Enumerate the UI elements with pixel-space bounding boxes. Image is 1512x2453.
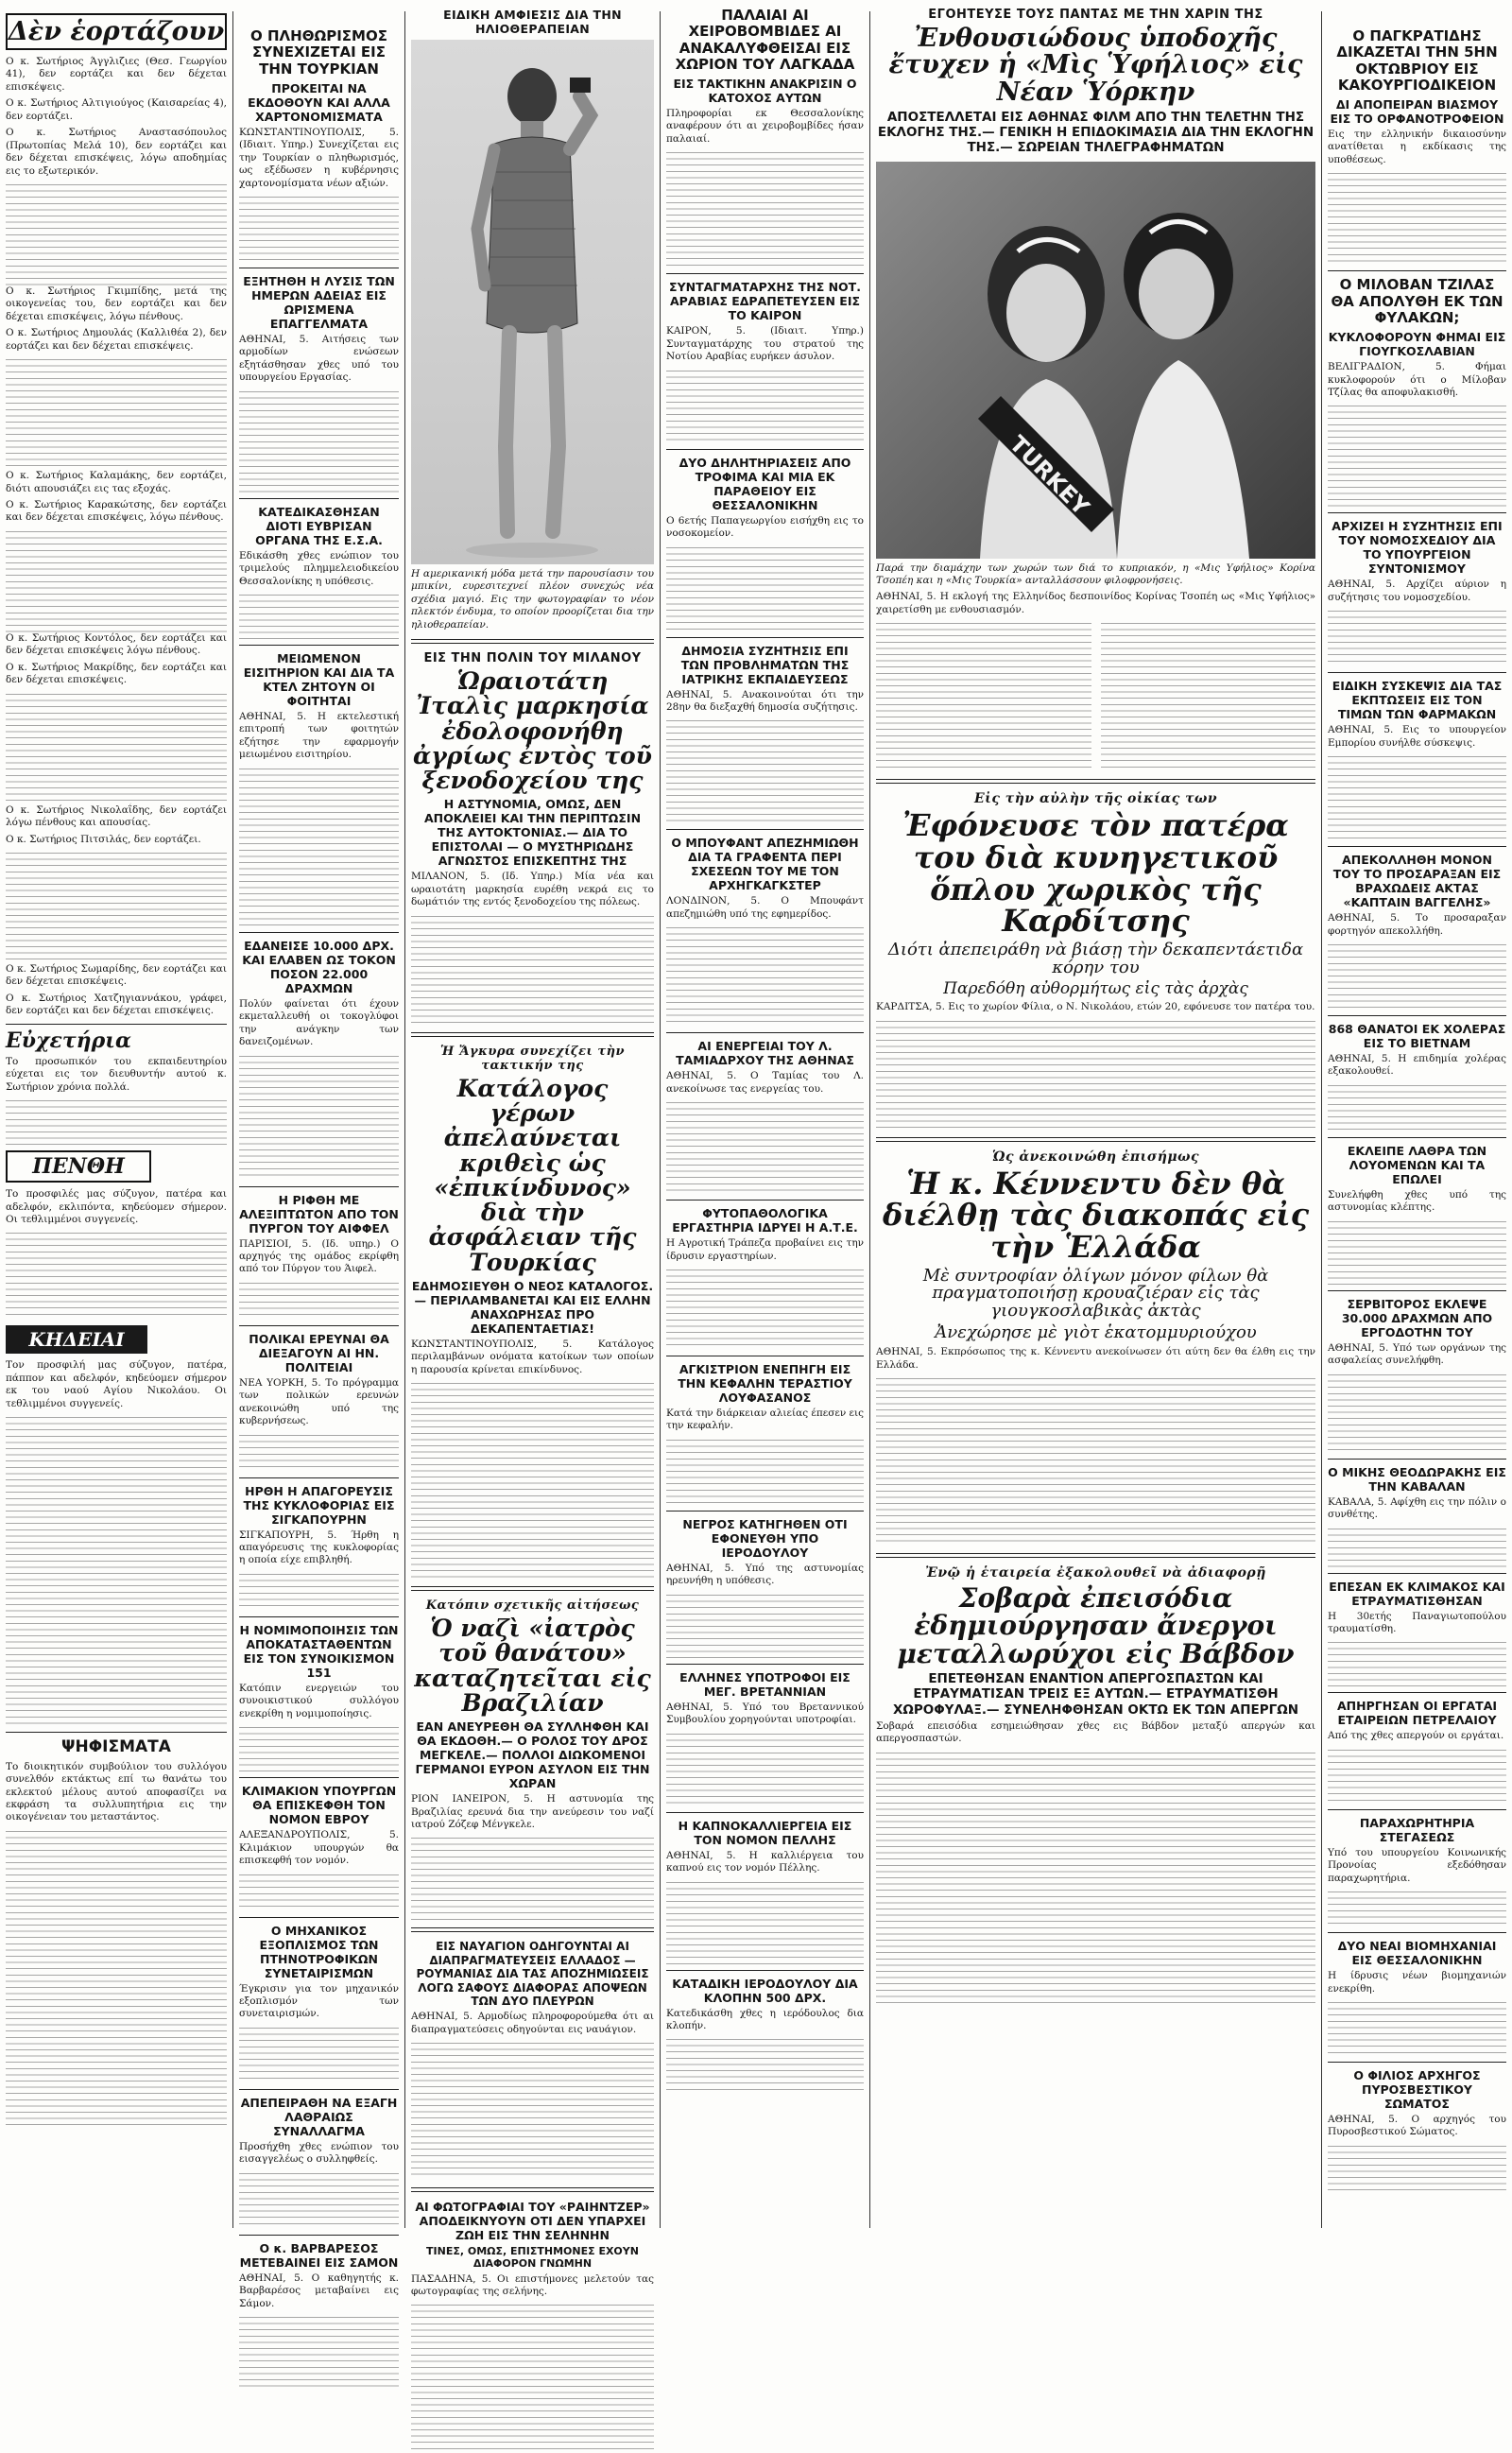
article-headline: Ο κ. ΒΑΡΒΑΡΕΣΟΣ ΜΕΤΕΒΑΙΝΕΙ ΕΙΣ ΣΑΜΟΝ [239,2240,399,2270]
article-headline: ΔΥΟ ΝΕΑΙ ΒΙΟΜΗΧΑΝΙΑΙ ΕΙΣ ΘΕΣΣΑΛΟΝΙΚΗΝ [1337,1939,1497,1968]
article-text: ΑΘΗΝΑΙ, 5. Ο καθηγητής κ. Βαρβαρέσος μεταβαίνει εις Σάμον. [239,2272,399,2309]
photo-banner: ΕΙΔΙΚΗ ΑΜΦΙΕΣΙΣ ΔΙΑ ΤΗΝ ΗΛΙΟΘΕΡΑΠΕΙΑΝ [443,8,622,36]
article-headline: ΑΙ ΕΝΕΡΓΕΙΑΙ ΤΟΥ Λ. ΤΑΜΙΑΔΡΧΟΥ ΤΗΣ ΑΘΗΝΑΣ [676,1039,854,1068]
notice-text: Ο κ. Σωτήριος Σωμαρίδης, δεν εορτάζει και δεν δέχεται επισκέψεις. [6,962,227,988]
notice-text: Ο κ. Σωτήριος Καρακώτσης, δεν εορτάζει και δεν δέχεται επισκέψεις, λόγω πένθους. [6,499,227,524]
article-text: ΚΩΝΣΤΑΝΤΙΝΟΥΠΟΛΙΣ, 5. (Ιδιαιτ. Υπηρ.) Συνεχίζεται εις την Τουρκίαν ο πληθωρισμός, ως εξέδωσεν η κυβέρνησις χαρτονομίσματα νέων αξιών. [239,126,399,189]
article-text: ΡΙΟΝ ΙΑΝΕΙΡΟΝ, 5. Η αστυνομία της Βραζιλίας ερευνά δια την ανεύρεσιν του ναζί ιατρού Ζόζεφ Μένγκελε. [411,1793,654,1830]
article-text: ΣΙΓΚΑΠΟΥΡΗ, 5. Ήρθη η απαγόρευσις της κυκλοφορίας η οποία είχε επιβληθή. [239,1529,399,1566]
text-block [1328,1372,1506,1453]
article-kicker: Εἰς τὴν αὐλὴν τῆς οἰκίας των [973,791,1218,807]
article-text: Ο 6ετής Παπαγεωργίου εισήχθη εις το νοσοκομείον. [666,514,864,540]
text-block [876,620,1315,771]
article-headline: Η ΝΟΜΙΜΟΠΟΙΗΣΙΣ ΤΩΝ ΑΠΟΚΑΤΑΣΤΑΘΕΝΤΩΝ ΕΙΣ ΤΟΝ ΣΥΝΟΙΚΙΣΜΟΝ 151 [239,1622,399,1680]
article-headline: Ἐνθουσιώδους ὑποδοχῆς ἔτυχεν ἡ «Μὶς Ὑφήλιος» εἰς Νέαν Ὑόρκην [888,24,1303,107]
notice-text: Ο κ. Σωτήριος Καλαμάκης, δεν εορτάζει, διότι απουσιάζει εις τας εξοχάς. [6,470,227,494]
text-block [411,913,654,1025]
text-block [666,1267,864,1350]
article-subhead: Η ΑΣΤΥΝΟΜΙΑ, ΟΜΩΣ, ΔΕΝ ΑΠΟΚΛΕΙΕΙ ΚΑΙ ΤΗΝ ΠΕΡΙΠΤΩΣΙΝ ΤΗΣ ΑΥΤΟΚΤΟΝΙΑΣ.— ΔΙΑ ΤΟ ΕΠΙΣΤΟΛΑΙ — Ο ΜΥΣΤΗΡΙΩΔΗΣ ΑΓΝΩΣΤΟΣ ΕΠΙΣΚΕΠΤΗΣ ΤΗΣ [423,797,642,869]
article-headline: Ο ΠΑΓΚΡΑΤΙΔΗΣ ΔΙΚΑΖΕΤΑΙ ΤΗΝ 5ΗΝ ΟΚΤΩΒΡΙΟΥ ΕΙΣ ΚΑΚΟΥΡΓΙΟΔΙΚΕΙΟΝ [1336,27,1498,94]
article-headline: ΚΑΤΕΔΙΚΑΣΘΗΣΑΝ ΔΙΟΤΙ ΕΥΒΡΙΣΑΝ ΟΡΓΑΝΑ ΤΗΣ Ε.Σ.Α. [255,504,383,547]
article-text: ΑΘΗΝΑΙ, 5. Αιτήσεις των αρμοδίων ενώσεων εξητάσθησαν χθες υπό του υπουργείου Εργασίας. [239,333,399,384]
article-text: Υπό του υπουργείου Κοινωνικής Προνοίας εξεδόθησαν παραχωρητήρια. [1328,1846,1506,1884]
article-text: Έγκρισιν για τον μηχανικόν εξοπλισμόν των συνεταιρισμών. [239,1982,399,2020]
article-headline: 868 ΘΑΝΑΤΟΙ ΕΚ ΧΟΛΕΡΑΣ ΕΙΣ ΤΟ ΒΙΕΤΝΑΜ [1328,1022,1506,1050]
article-text: Συνελήφθη χθες υπό της αστυνομίας κλέπτης. [1328,1188,1506,1214]
article-text: ΒΕΛΙΓΡΑΔΙΟΝ, 5. Φήμαι κυκλοφορούν ότι ο Μίλοβαν Τζίλας θα αποφυλακισθή. [1328,361,1506,398]
article-text: Κατά την διάρκειαν αλιείας έπεσεν εις την κεφαλήν. [666,1408,864,1432]
text-block [6,1230,227,1320]
article-headline: ΠΑΛΑΙΑΙ ΑΙ ΧΕΙΡΟΒΟΜΒΙΔΕΣ ΑΙ ΑΝΑΚΑΛΥΦΘΕΙΣΑΙ ΕΙΣ ΧΩΡΙΟΝ ΤΟΥ ΛΑΓΚΑΔΑ [675,7,855,73]
article-subhead: ΤΙΝΕΣ, ΟΜΩΣ, ΕΠΙΣΤΗΜΟΝΕΣ ΕΧΟΥΝ ΔΙΑΦΟΡΟΝ ΓΝΩΜΗΝ [426,2245,639,2271]
text-block [411,2040,654,2180]
notice-text: Ο κ. Σωτήριος Άγγλιζιες (Θεσ. Γεωργίου 41), δεν εορτάζει και δεν δέχεται επισκέψεις. [6,56,227,93]
column-news-5 [870,0,1321,2239]
article-subhead: ΑΠΟΣΤΕΛΛΕΤΑΙ ΕΙΣ ΑΘΗΝΑΣ ΦΙΛΜ ΑΠΟ ΤΗΝ ΤΕΛΕΤΗΝ ΤΗΣ ΕΚΛΟΓΗΣ ΤΗΣ.— ΓΕΝΙΚΗ Η ΕΠΙΔΟΚΙΜΑΣΙΑ ΔΙΑ ΤΗΝ ΕΚΛΟΓΗΝ ΤΗΣ.— ΣΩΡΕΙΑΝ ΤΗΛΕΓΡΑΦΗΜΑΤΩΝ [877,110,1314,156]
text-block [239,2170,399,2229]
article-headline: ΕΞΗΤΗΘΗ Η ΛΥΣΙΣ ΤΩΝ ΗΜΕΡΩΝ ΑΔΕΙΑΣ ΕΙΣ ΩΡΙΣΜΕΝΑ ΕΠΑΓΓΕΛΜΑΤΑ [243,273,395,331]
funerals-text: Τον προσφιλή μας σύζυγον, πατέρα, πάππον και αδελφόν, κηδεύομεν σήμερον εκ του ναού Αγίου Νικολάου. Οι τεθλιμμένοι συγγενείς. [6,1359,227,1409]
article-headline: ΗΡΘΗ Η ΑΠΑΓΟΡΕΥΣΙΣ ΤΗΣ ΚΥΚΛΟΦΟΡΙΑΣ ΕΙΣ ΣΙΓΚΑΠΟΥΡΗΝ [243,1483,395,1527]
article-text: Από της χθες απεργούν οι εργάται. [1328,1730,1504,1742]
text-block [6,181,227,285]
notice-text: Ο κ. Σωτήριος Μακρίδης, δεν εορτάζει και δεν δέχεται επισκέψεις. [6,661,227,686]
text-block [6,850,227,963]
article-headline: ΠΟΛΙΚΑΙ ΕΡΕΥΝΑΙ ΘΑ ΔΙΕΞΑΓΟΥΝ ΑΙ ΗΝ. ΠΟΛΙΤΕΙΑΙ [249,1331,389,1374]
notice-text: Ο κ. Σωτήριος Αλτιγιούγος (Καισαρείας 4), δεν εορτάζει. [6,97,227,122]
article-subhead: Διότι ἀπεπειράθη νὰ βιάσῃ τὴν δεκαπεντάετιδα κόρην του [887,939,1304,977]
text-block [1328,2143,1506,2190]
text-block [666,1592,864,1658]
article-subhead: ΕΙΣ ΤΑΚΤΙΚΗΝ ΑΝΑΚΡΙΣΙΝ Ο ΚΑΤΟΧΟΣ ΑΥΤΩΝ [673,77,857,105]
article-headline: ΔΗΜΟΣΙΑ ΣΥΖΗΤΗΣΙΣ ΕΠΙ ΤΩΝ ΠΡΟΒΛΗΜΑΤΩΝ ΤΗΣ ΙΑΤΡΙΚΗΣ ΕΚΠΑΙΔΕΥΣΕΩΣ [680,643,850,686]
text-block [6,356,227,470]
text-block [666,2036,864,2093]
text-block [1328,753,1506,840]
not-celebrating-title: Δὲν ἑορτάζουν [6,13,227,50]
article-headline: Σοβαρὰ ἐπεισόδια ἐδημιούργησαν ἄνεργοι μεταλλωρύχοι εἰς Βάβδον [897,1582,1295,1669]
article-subhead: Ἀνεχώρησε μὲ γιὸτ ἑκατομμυριούχου [935,1322,1257,1343]
article-text: ΚΩΝΣΤΑΝΤΙΝΟΥΠΟΛΙΣ, 5. Κατάλογος περιλαμβάνων ονόματα κατοίκων των οποίων η παρουσία κρίνεται επικίνδυνος. [411,1338,654,1375]
article-headline: Ο ΜΠΟΥΦΑΝΤ ΑΠΕΖΗΜΙΩΘΗ ΔΙΑ ΤΑ ΓΡΑΦΕΝΤΑ ΠΕΡΙ ΣΧΕΣΕΩΝ ΤΟΥ ΜΕ ΤΟΝ ΑΡΧΗΓΚΑΓΚΣΤΕΡ [671,836,859,893]
article-headline: ΕΔΑΝΕΙΣΕ 10.000 ΔΡΧ. ΚΑΙ ΕΛΑΒΕΝ ΩΣ ΤΟΚΟΝ ΠΟΣΟΝ 22.000 ΔΡΑΧΜΩΝ [242,938,396,995]
text-block [666,924,864,1027]
text-block [239,1053,399,1181]
notice-text: Ο κ. Σωτήριος Χατζηγιαννάκου, γράφει, δεν εορτάζει και δεν δέχεται επισκέψεις. [6,992,227,1017]
greetings-title: Εὐχετήρια [6,1028,131,1053]
text-block [666,149,864,268]
article-kicker: Κατόπιν σχετικῆς αἰτήσεως [425,1598,640,1614]
text-block [876,1750,1315,2005]
text-block [666,1437,864,1505]
text-block [6,1828,227,2131]
column-notices [0,0,232,2239]
article-text: ΑΘΗΝΑΙ, 5. Ο Ταμίας του Λ. ανεκοίνωσε τας ενεργείας του. [666,1070,864,1095]
article-text: Εδικάσθη χθες ενώπιον του τριμελούς πλημμελειοδικείου Θεσσαλονίκης η υπόθεσις. [239,549,399,587]
notice-text: Ο κ. Σωτήριος Δημουλάς (Καλλιθέα 2), δεν εορτάζει και δεν δέχεται επισκέψεις. [6,327,227,352]
article-headline: ΣΕΡΒΙΤΟΡΟΣ ΕΚΛΕΨΕ 30.000 ΔΡΑΧΜΩΝ ΑΠΟ ΕΡΓΟΔΟΤΗΝ ΤΟΥ [1341,1296,1493,1339]
column-news-2 [233,0,404,2309]
article-text: ΛΟΝΔΙΝΟΝ, 5. Ο Μπουφάντ απεζημιώθη υπό της εφημερίδος. [666,895,864,920]
article-text: ΑΘΗΝΑΙ, 5. Αρχίζει αύριον η συζήτησις του νομοσχεδίου. [1328,579,1506,603]
text-block [239,1872,399,1911]
article-headline: Ο ΜΙΛΟΒΑΝ ΤΖΙΛΑΣ ΘΑ ΑΠΟΛΥΘΗ ΕΚ ΤΩΝ ΦΥΛΑΚΩΝ; [1331,276,1503,326]
article-text: Κατεδικάσθη χθες η ιερόδουλος δια κλοπήν. [666,2007,864,2031]
article-text: ΑΘΗΝΑΙ, 5. Εις το υπουργείον Εμπορίου συνήλθε σύσκεψις. [1328,724,1506,749]
text-block [6,691,227,804]
article-headline: ΕΙΣ ΝΑΥΑΓΙΟΝ ΟΔΗΓΟΥΝΤΑΙ ΑΙ ΔΙΑΠΡΑΓΜΑΤΕΥΣΕΙΣ ΕΛΛΑΔΟΣ — ΡΟΥΜΑΝΙΑΣ ΔΙΑ ΤΑΣ ΑΠΟΖΗΜΙΩΣΕΙΣ ΛΟΓΩ ΣΑΦΟΥΣ ΔΙΑΦΟΡΑΣ ΑΠΟΨΕΩΝ ΤΩΝ ΔΥΟ ΠΛΕΥΡΩΝ [416,1940,649,2008]
article-headline: Ο ΦΙΛΙΟΣ ΑΡΧΗΓΟΣ ΠΥΡΟΣΒΕΣΤΙΚΟΥ ΣΩΜΑΤΟΣ [1353,2068,1481,2111]
text-block [1328,1747,1506,1804]
swimsuit-photo [411,40,654,564]
photo-caption: Η αμερικανική μόδα μετά την παρουσίασιν του μπικίνι, ευρεσιτεχνεί πλέον συνεχώς νέα σχέδια μαγιό. Εις την φωτογραφίαν το νέον πλεκτόν ένδυμα, το οποίον προορίζεται δια την ηλιοθεραπείαν. [411,568,654,631]
article-text: ΠΑΡΙΣΙΟΙ, 5. (Ιδ. υπηρ.) Ο αρχηγός της ομάδος εκρίφθη από τον Πύργον του Άιφελ. [239,1237,399,1275]
article-subhead: ΔΙ ΑΠΟΠΕΙΡΑΝ ΒΙΑΣΜΟΥ ΕΙΣ ΤΟ ΟΡΦΑΝΟΤΡΟΦΕΙΟΝ [1330,97,1504,126]
article-text: Κατόπιν ενεργειών του συνοικιστικού συλλόγου ενεκρίθη η νομιμοποίησις. [239,1682,399,1719]
article-headline: Ο ΜΙΚΗΣ ΘΕΟΔΩΡΑΚΗΣ ΕΙΣ ΤΗΝ ΚΑΒΑΛΑΝ [1328,1464,1506,1494]
text-block [1328,1082,1506,1131]
article-text: ΚΑΙΡΟΝ, 5. (Ιδιαιτ. Υπηρ.) Συνταγματάρχης του στρατού της Νοτίου Αραβίας ευρήκεν άσυλον. [666,325,864,363]
article-kicker: Ἡ Ἄγκυρα συνεχίζει τὴν τακτικήν της [439,1044,626,1073]
article-text: Η ίδρυσις νέων βιομηχανιών ενεκρίθη. [1328,1970,1506,1995]
text-block [239,389,399,492]
notice-text: Ο κ. Σωτήριος Κοντόλος, δεν εορτάζει και δεν δέχεται επισκέψεις λόγω πένθους. [6,631,227,657]
text-block [666,1879,864,1964]
text-block [239,766,399,926]
text-block [1328,1218,1506,1285]
article-headline: ΕΙΔΙΚΗ ΣΥΣΚΕΨΙΣ ΔΙΑ ΤΑΣ ΕΚΠΤΩΣΕΙΣ ΕΙΣ ΤΟΝ ΤΙΜΩΝ ΤΩΝ ΦΑΡΜΑΚΩΝ [1332,679,1503,722]
text-block [876,1018,1315,1130]
article-subhead: ΠΡΟΚΕΙΤΑΙ ΝΑ ΕΚΔΟΘΟΥΝ ΚΑΙ ΑΛΛΑ ΧΑΡΤΟΝΟΜΙΣΜΑΤΑ [248,80,390,124]
article-text: Εις την ελληνικήν δικαιοσύνην ανατίθεται η εκδίκασις της υποθέσεως. [1328,129,1506,165]
text-block [876,1375,1315,1546]
mourning-title: ΠΕΝΘΗ [6,1150,151,1183]
article-headline: ΕΠΕΣΑΝ ΕΚ ΚΛΙΜΑΚΟΣ ΚΑΙ ΕΤΡΑΥΜΑΤΙΣΘΗΣΑΝ [1329,1579,1505,1608]
photo-caption: Παρά την διαμάχην των χωρών των διά το κυπριακόν, η «Μις Υφήλιος» Κορίνα Τσοπέη και η «Μις Τουρκία» ανταλλάσσουν φιλοφρονήσεις. [876,561,1315,587]
text-block [1328,170,1506,265]
contestants-figure [876,162,1315,559]
article-headline: ΝΕΓΡΟΣ ΚΑΤΗΓΗΘΕΝ ΟΤΙ ΕΦΟΝΕΥΘΗ ΥΠΟ ΙΕΡΟΔΟΥΛΟΥ [682,1516,848,1560]
mourning-text: Το προσφιλές μας σύζυγον, πατέρα και αδελφόν, εκλιπόντα, κηδεύομεν σήμερον. Οι τεθλιμμένοι συγγενείς. [6,1188,227,1225]
article-text: ΑΘΗΝΑΙ, 5. Υπό της αστυνομίας ηρευνήθη η υπόθεσις. [666,1562,864,1587]
article-headline: ΠΑΡΑΧΩΡΗΤΗΡΙΑ ΣΤΕΓΑΣΕΩΣ [1359,1815,1475,1844]
article-text: Πολύν φαίνεται ότι έχουν εκμεταλλευθή οι τοκογλύφοι την ανάγκην των δανειζομένων. [239,997,399,1048]
text-block [239,2314,399,2390]
article-kicker: ΕΓΟΗΤΕΥΣΕ ΤΟΥΣ ΠΑΝΤΑΣ ΜΕ ΤΗΝ ΧΑΡΙΝ ΤΗΣ [928,8,1263,22]
article-text: Προσήχθη χθες ενώπιον του εισαγγελέως ο συλληφθείς. [239,2140,399,2166]
text-block [411,1835,654,1920]
text-block [411,2302,654,2453]
article-subhead: ΚΥΚΛΟΦΟΡΟΥΝ ΦΗΜΑΙ ΕΙΣ ΓΙΟΥΓΚΟΣΛΑΒΙΑΝ [1328,330,1506,359]
miss-universe-photo [876,162,1315,559]
article-headline: ΑΡΧΙΖΕΙ Η ΣΥΖΗΤΗΣΙΣ ΕΠΙ ΤΟΥ ΝΟΜΟΣΧΕΔΙΟΥ ΔΙΑ ΤΟ ΥΠΟΥΡΓΕΙΟΝ ΣΥΝΤΟΝΙΣΜΟΥ [1332,519,1503,577]
article-headline: ΑΙ ΦΩΤΟΓΡΑΦΙΑΙ ΤΟΥ «ΡΑΙΗΝΤΖΕΡ» ΑΠΟΔΕΙΚΝΥΟΥΝ ΟΤΙ ΔΕΝ ΥΠΑΡΧΕΙ ΖΩΗ ΕΙΣ ΤΗΝ ΣΕΛΗΝΗΝ [415,2200,650,2243]
article-subhead: ΕΠΕΤΕΘΗΣΑΝ ΕΝΑΝΤΙΟΝ ΑΠΕΡΓΟΣΠΑΣΤΩΝ ΚΑΙ ΕΤΡΑΥΜΑΤΙΣΑΝ ΤΡΕΙΣ ΕΞ ΑΥΤΩΝ.— ΕΤΡΑΥΜΑΤΙΣΘΗ ΧΩΡΟΦΥΛΑΞ.— ΣΥΝΕΛΗΦΘΗΣΑΝ ΟΚΤΩ ΕΚ ΤΩΝ ΑΠΕΡΓΩΝ [892,1671,1299,1718]
column-news-4 [661,0,869,2239]
article-text: ΑΘΗΝΑΙ, 5. Το προσαραξαν φορτηγόν απεκολλήθη. [1328,912,1506,937]
text-block [666,368,864,443]
funerals-title: ΚΗΔΕΙΑΙ [6,1325,147,1354]
article-headline: Ἐφόνευσε τὸν πατέρα του διὰ κυνηγετικοῦ ὅπλου χωρικὸς τῆς Καρδίτσης [902,807,1289,940]
article-headline: Ἡ κ. Κέννεντυ δὲν θὰ διέλθῃ τὰς διακοπάς εἰς τὴν Ἑλλάδα [882,1165,1310,1265]
article-text: ΝΕΑ ΥΟΡΚΗ, 5. Το πρόγραμμα των πολικών ερευνών ανεκοινώθη υπό της κυβερνήσεως. [239,1376,399,1427]
article-text: ΑΛΕΞΑΝΔΡΟΥΠΟΛΙΣ, 5. Κλιμάκιον υπουργών θα επισκεφθή τον νομόν. [239,1829,399,1867]
text-block [239,1280,399,1320]
article-headline: ΑΠΕΚΟΛΛΗΘΗ ΜΟΝΟΝ ΤΟΥ ΤΟ ΠΡΟΣΑΡΑΞΑΝ ΕΙΣ ΒΡΑΧΩΔΕΙΣ ΑΚΤΑΣ «ΚΑΠΤΑΙΝ ΒΑΓΓΕΛΗΣ» [1332,853,1502,910]
article-subhead: ΕΑΝ ΑΝΕΥΡΕΘΗ ΘΑ ΣΥΛΛΗΦΘΗ ΚΑΙ ΘΑ ΕΚΔΟΘΗ.— Ο ΡΟΛΟΣ ΤΟΥ ΔΡΟΣ ΜΕΓΚΕΛΕ.— ΠΟΛΛΟΙ ΔΙΩΚΟΜΕΝΟΙ ΓΕΡΜΑΝΟΙ ΕΥΡΟΝ ΑΣΥΛΟΝ ΕΙΣ ΤΗΝ ΧΩΡΑΝ [415,1719,650,1791]
article-headline: ΕΚΛΕΙΠΕ ΛΑΘΡΑ ΤΩΝ ΛΟΥΟΜΕΝΩΝ ΚΑΙ ΤΑ ΕΠΩΛΕΙ [1347,1143,1487,1186]
article-text: ΑΘΗΝΑΙ, 5. Η εκλογή της Ελληνίδος δεσποινίδος Κορίνας Τσοπέη ως «Μις Υφήλιος» χαιρετίσθη με ενθουσιασμόν. [876,591,1315,615]
text-block [1328,1999,1506,2056]
article-text: ΠΑΣΑΔΗΝΑ, 5. Οι επιστήμονες μελετούν τας φωτογραφίας της σελήνης. [411,2272,654,2298]
article-headline: ΚΑΤΑΔΙΚΗ ΙΕΡΟΔΟΥΛΟΥ ΔΙΑ ΚΛΟΠΗΝ 500 ΔΡΧ. [672,1976,858,2005]
article-headline: ΚΛΙΜΑΚΙΟΝ ΥΠΟΥΡΓΩΝ ΘΑ ΕΠΙΣΚΕΦΘΗ ΤΟΝ ΝΟΜΟΝ ΕΒΡΟΥ [241,1784,397,1827]
text-block [411,1380,654,1579]
article-subhead: Μὲ συντροφίαν ὀλίγων μόνον φίλων θὰ πραγματοποιήσῃ κρουαζιέραν εἰς τὰς γιουγκοσλαβικὰς ἀκτὰς [922,1265,1269,1322]
article-headline: ΜΕΙΩΜΕΝΟΝ ΕΙΣΙΤΗΡΙΟΝ ΚΑΙ ΔΙΑ ΤΑ ΚΤΕΛ ΖΗΤΟΥΝ ΟΙ ΦΟΙΤΗΤΑΙ [243,651,395,708]
article-headline: Ο ΜΗΧΑΝΙΚΟΣ ΕΞΟΠΛΙΣΜΟΣ ΤΩΝ ΠΤΗΝΟΤΡΟΦΙΚΩΝ ΣΥΝΕΤΑΙΡΙΣΜΩΝ [259,1923,379,1980]
article-kicker: Ὡς ἀνεκοινώθη ἐπισήμως [991,1149,1200,1165]
article-text: Η Αγροτική Τράπεζα προβαίνει εις την ίδρυσιν εργαστηρίων. [666,1237,864,1262]
article-headline: ΑΠΕΠΕΙΡΑΘΗ ΝΑ ΕΞΑΓΗ ΛΑΘΡΑΙΩΣ ΣΥΝΑΛΛΑΓΜΑ [240,2095,398,2138]
article-headline: Ὁ ναζὶ «ἰατρὸς τοῦ θανάτου» καταζητεῖται εἰς Βραζιλίαν [414,1615,651,1717]
text-block [239,1724,399,1771]
text-block [1328,1889,1506,1926]
article-text: Σοβαρά επεισόδια εσημειώθησαν χθες εις Βάβδον μεταξύ απεργών και απεργοσπαστών. [876,1719,1315,1745]
article-subhead: ΕΔΗΜΟΣΙΕΥΘΗ Ο ΝΕΟΣ ΚΑΤΑΛΟΓΟΣ.— ΠΕΡΙΛΑΜΒΑΝΕΤΑΙ ΚΑΙ ΕΙΣ ΕΛΛΗΝ ΑΝΑΧΩΡΗΣΑΣ ΠΡΟ ΔΕΚΑΠΕΝΤΑΕΤΙΑΣ! [411,1278,654,1336]
text-block [239,592,399,639]
column-news-6 [1322,0,1512,2239]
greetings-text: Το προσωπικόν του εκπαιδευτηρίου εύχεται εις τον διευθυντήν αυτού κ. Σωτήριον χρόνια πολλά. [6,1055,227,1093]
text-block [239,194,399,262]
resolutions-text: Το διοικητικόν συμβούλιον του συλλόγου συνελθόν εκτάκτως επί τω θανάτω του εκλεκτού μέλους αυτού αποφασίζει να εκφράση τα συλλυπητήρια εις την οικογένειαν του μεταστάντος. [6,1760,227,1823]
article-text: ΑΘΗΝΑΙ, 5. Η καλλιέργεια του καπνού εις τον νομόν Πέλλης. [666,1849,864,1874]
article-headline: Η ΡΙΦΘΗ ΜΕ ΑΛΕΞΙΠΤΩΤΟΝ ΑΠΟ ΤΟΝ ΠΥΡΓΟΝ ΤΟΥ ΑΙΦΦΕΛ [239,1192,399,1235]
text-block [6,1097,227,1145]
article-headline: ΣΥΝΤΑΓΜΑΤΑΡΧΗΣ ΤΗΣ ΝΟΤ. ΑΡΑΒΙΑΣ ΕΔΡΑΠΕΤΕΥΣΕΝ ΕΙΣ ΤΟ ΚΑΙΡΟΝ [669,280,861,323]
article-text: ΚΑΡΔΙΤΣΑ, 5. Εις το χωρίον Φίλια, ο Ν. Νικολάου, ετών 20, εφόνευσε τον πατέρα του. [876,1001,1315,1013]
sash-text: TURKEY [1004,430,1095,521]
text-block [6,1414,227,1726]
text-block [239,2025,399,2083]
text-block [239,1571,399,1611]
resolutions-title: ΨΗΦΙΣΜΑΤΑ [61,1737,171,1757]
text-block [239,1432,399,1472]
article-text: Πληροφορίαι εκ Θεσσαλονίκης αναφέρουν ότι αι χειροβομβίδες ήσαν παλαιαί. [666,108,864,145]
text-block [666,544,864,631]
text-block [666,1731,864,1806]
text-block [666,717,864,823]
text-block [666,1099,864,1194]
article-kicker: Ἐνῷ ἡ ἑταιρεία ἐξακολουθεῖ νὰ ἀδιαφορῇ [925,1565,1266,1581]
article-text: ΑΘΗΝΑΙ, 5. Η επιδημία χολέρας εξακολουθεί. [1328,1053,1506,1078]
article-headline: ΕΛΛΗΝΕΣ ΥΠΟΤΡΟΦΟΙ ΕΙΣ ΜΕΓ. ΒΡΕΤΑΝΝΙΑΝ [679,1669,850,1699]
text-block [1328,1526,1506,1567]
text-block [1328,1639,1506,1686]
article-headline: Κατάλογος γέρων ἀπελαύνεται κριθεὶς ὡς «ἐπικίνδυνος» διὰ τὴν ἀσφάλειαν τῆς Τουρκίας [428,1074,637,1276]
article-text: ΑΘΗΝΑΙ, 5. Εκπρόσωπος της κ. Κέννεντυ ανεκοίνωσεν ότι αύτη δεν θα έλθη εις την Ελλάδα. [876,1346,1315,1371]
notice-text: Ο κ. Σωτήριος Πιτσιλάς, δεν εορτάζει. [6,833,201,845]
article-text: ΑΘΗΝΑΙ, 5. Ανακοινούται ότι την 28ην θα διεξαχθή δημοσία συζήτησις. [666,688,864,713]
article-headline: ΑΓΚΙΣΤΡΙΟΝ ΕΝΕΠΗΓΗ ΕΙΣ ΤΗΝ ΚΕΦΑΛΗΝ ΤΕΡΑΣΤΙΟΥ ΛΟΥΦΑΣΑΝΟΣ [678,1362,852,1405]
notice-text: Ο κ. Σωτήριος Νικολαΐδης, δεν εορτάζει λόγω πένθους και απουσίας. [6,803,227,829]
notice-text: Ο κ. Σωτήριος Αναστασόπουλος (Πρωτοπίας Μελά 10), δεν εορτάζει και δεν δέχεται επισκέψεις, λόγω αποδημίας εις το εξωτερικόν. [6,127,227,177]
article-headline: ΔΥΟ ΔΗΛΗΤΗΡΙΑΣΕΙΣ ΑΠΟ ΤΡΟΦΙΜΑ ΚΑΙ ΜΙΑ ΕΚ ΠΑΡΑΘΕΙΟΥ ΕΙΣ ΘΕΣΣΑΛΟΝΙΚΗΝ [679,455,851,512]
column-news-3 [405,0,660,2298]
text-block [1328,608,1506,666]
article-kicker: ΕΙΣ ΤΗΝ ΠΟΛΙΝ ΤΟΥ ΜΙΛΑΝΟΥ [423,651,642,666]
article-text: ΑΘΗΝΑΙ, 5. Υπό του Βρεταννικού Συμβουλίου χορηγούνται υποτροφίαι. [666,1701,864,1726]
article-headline: Ὡραιοτάτη Ἰταλὶς μαρκησία ἐδολοφονήθη ἀγρίως ἐντὸς τοῦ ξενοδοχείου της [412,667,652,795]
article-text: ΚΑΒΑΛΑ, 5. Αφίχθη εις την πόλιν ο συνθέτης. [1328,1495,1506,1521]
article-text: ΑΘΗΝΑΙ, 5. Υπό των οργάνων της ασφαλείας συνελήφθη. [1328,1341,1506,1367]
article-subhead: Παρεδόθη αὐθορμήτως εἰς τὰς ἀρχὰς [943,978,1248,998]
article-headline: ΑΠΗΡΓΗΣΑΝ ΟΙ ΕΡΓΑΤΑΙ ΕΤΑΙΡΕΙΩΝ ΠΕΤΡΕΛΑΙΟΥ [1336,1699,1498,1728]
article-headline: Ο ΠΛΗΘΩΡΙΣΜΟΣ ΣΥΝΕΧΙΖΕΤΑΙ ΕΙΣ ΤΗΝ ΤΟΥΡΚΙΑΝ [250,27,387,78]
article-text: ΑΘΗΝΑΙ, 5. Ο αρχηγός του Πυροσβεστικού Σώματος. [1328,2114,1506,2138]
article-text: Η 30ετής Παναγιωτοπούλου τραυματίσθη. [1328,1610,1506,1634]
article-text: ΑΘΗΝΑΙ, 5. Αρμοδίως πληροφορούμεθα ότι αι διαπραγματεύσεις οδηγούνται εις ναυάγιον. [411,2011,654,2035]
text-block [1328,403,1506,507]
text-block [6,528,227,632]
text-block [1328,941,1506,1010]
article-text: ΑΘΗΝΑΙ, 5. Η εκτελεστική επιτροπή των φοιτητών εζήτησε την εφαρμογήν μειωμένου εισιτηρίου. [239,711,399,761]
notice-text: Ο κ. Σωτήριος Γκιμπίδης, μετά της οικογενείας του, δεν εορτάζει και δεν δέχεται επισκέψεις, λόγω πένθους. [6,285,227,322]
article-text: ΜΙΛΑΝΟΝ, 5. (Ιδ. Υπηρ.) Μία νέα και ωραιοτάτη μαρκησία ευρέθη νεκρά εις το δωμάτιόν της εντός ξενοδοχείου της πόλεως. [411,871,654,908]
model-figure [411,40,654,564]
article-headline: ΦΥΤΟΠΑΘΟΛΟΓΙΚΑ ΕΡΓΑΣΤΗΡΙΑ ΙΔΡΥΕΙ Η Α.Τ.Ε. [672,1206,858,1235]
article-headline: Η ΚΑΠΝΟΚΑΛΛΙΕΡΓΕΙΑ ΕΙΣ ΤΟΝ ΝΟΜΟΝ ΠΕΛΛΗΣ [678,1818,852,1847]
